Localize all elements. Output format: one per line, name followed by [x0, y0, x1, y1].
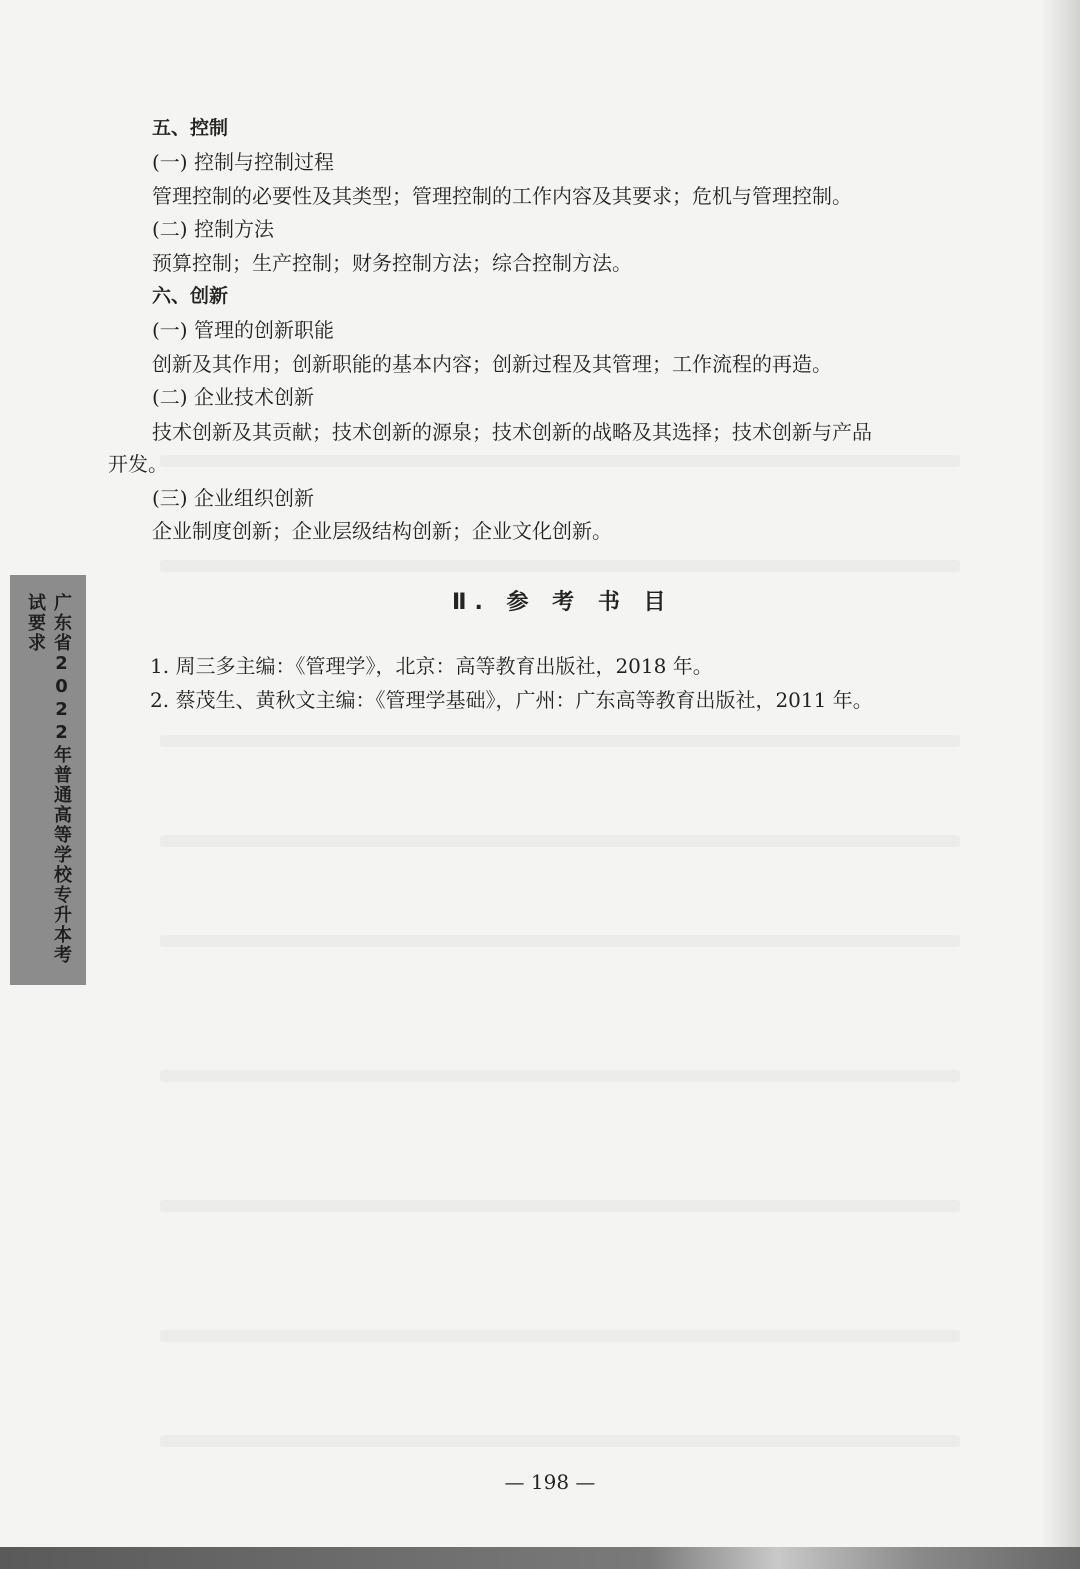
bleed-through-trace	[160, 455, 960, 467]
side-tab	[10, 575, 86, 985]
section-five-sub2-title: (二) 控制方法	[152, 217, 274, 241]
bleed-through-trace	[160, 1330, 960, 1342]
section-six-sub1-title: (一) 管理的创新职能	[152, 318, 334, 342]
section-six-sub2-body-line2: 开发。	[108, 452, 168, 476]
section-five-sub1-title: (一) 控制与控制过程	[152, 150, 334, 174]
section-six-sub2-title: (二) 企业技术创新	[152, 385, 314, 409]
section-six-sub3-body: 企业制度创新；企业层级结构创新；企业文化创新。	[152, 519, 612, 543]
scan-bottom-edge	[0, 1547, 1080, 1569]
bleed-through-trace	[160, 935, 960, 947]
bleed-through-trace	[160, 735, 960, 747]
reference-item: 2. 蔡茂生、黄秋文主编：《管理学基础》，广州：广东高等教育出版社，2011 年。	[150, 688, 873, 712]
section-six-sub2-body-line1: 技术创新及其贡献；技术创新的源泉；技术创新的战略及其选择；技术创新与产品	[152, 420, 872, 444]
page-edge-shadow	[1040, 0, 1080, 1569]
section-six-sub1-body: 创新及其作用；创新职能的基本内容；创新过程及其管理；工作流程的再造。	[152, 352, 832, 376]
side-tab-label: 广东省2022年普通高等学校专升本考试要求	[25, 593, 72, 965]
section-six-heading: 六、创新	[152, 285, 229, 307]
bleed-through-trace	[160, 1435, 960, 1447]
bleed-through-trace	[160, 560, 960, 572]
bleed-through-trace	[160, 1070, 960, 1082]
section-five-sub2-body: 预算控制；生产控制；财务控制方法；综合控制方法。	[152, 251, 632, 275]
section-five-sub1-body: 管理控制的必要性及其类型；管理控制的工作内容及其要求；危机与管理控制。	[152, 184, 852, 208]
references-title: Ⅱ. 参 考 书 目	[452, 590, 674, 615]
page-number: — 198 —	[504, 1470, 596, 1494]
section-six-sub3-title: (三) 企业组织创新	[152, 486, 314, 510]
bleed-through-trace	[160, 835, 960, 847]
section-five-heading: 五、控制	[152, 117, 229, 139]
bleed-through-trace	[160, 1200, 960, 1212]
reference-item: 1. 周三多主编：《管理学》，北京：高等教育出版社，2018 年。	[150, 654, 713, 678]
